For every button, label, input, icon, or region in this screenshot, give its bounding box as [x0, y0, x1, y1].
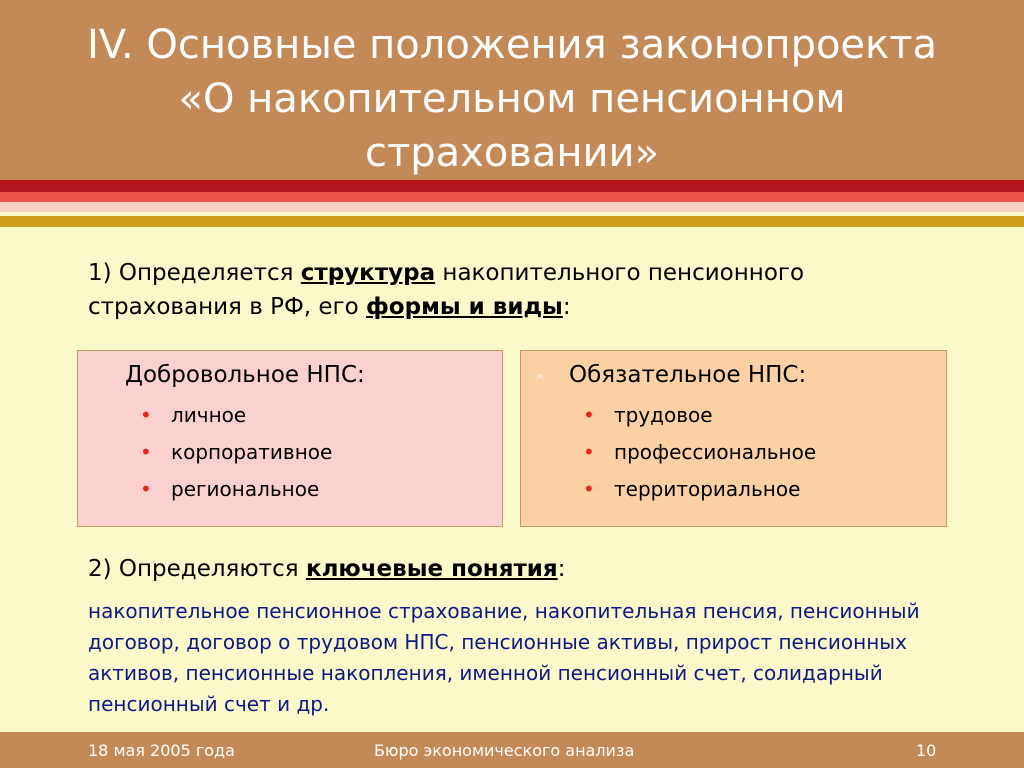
bullet-icon: •	[140, 403, 152, 427]
list-item-label: региональное	[171, 477, 320, 501]
bullet-icon: •	[140, 440, 152, 464]
list-item-label: корпоративное	[171, 440, 333, 464]
section-2-text	[88, 552, 948, 586]
voluntary-nps-title: Добровольное НПС:	[125, 362, 365, 388]
list-item	[583, 397, 816, 434]
title-line-1: IV. Основные положения законопроекта	[86, 22, 938, 68]
divider-stripe-pink	[0, 202, 1024, 212]
section-1-text	[88, 256, 948, 324]
section-2-prefix: 2) Определяются	[88, 556, 306, 582]
bullet-icon: •	[583, 477, 595, 501]
slide-title	[0, 18, 1024, 180]
mandatory-nps-list	[583, 397, 816, 508]
voluntary-nps-box	[77, 350, 503, 527]
divider-stripe-red	[0, 192, 1024, 202]
title-line-3: страховании»	[364, 130, 660, 176]
section-1-suffix: :	[562, 294, 571, 320]
slide-number: 10	[916, 741, 937, 760]
list-item-label: трудовое	[614, 403, 713, 427]
footer-date: 18 мая 2005 года	[88, 741, 235, 760]
bullet-icon: •	[535, 367, 545, 386]
section-1-middle: накопительного пенсионного страхования в РФ, его	[88, 260, 805, 320]
section-1-term-forms: формы и виды	[365, 294, 563, 320]
list-item	[583, 471, 816, 508]
bullet-icon: •	[583, 403, 595, 427]
bullet-icon: •	[140, 477, 152, 501]
divider-stripe-gold	[0, 216, 1024, 227]
key-concepts-text: накопительное пенсионное страхование, накопительная пенсия, пенсионный договор, договор о трудовом НПС, пенсионные активы, прирост пенсионных активов, пенсионные накопления, именной пенсионный счет, солидарный пенсионный счет и др.	[88, 599, 920, 716]
slide-header	[0, 0, 1024, 180]
mandatory-nps-box	[520, 350, 947, 527]
section-1-term-structure: структура	[300, 260, 436, 286]
section-2-term-key-concepts: ключевые понятия	[305, 556, 558, 582]
list-item-label: личное	[171, 403, 247, 427]
list-item-label: профессиональное	[614, 440, 817, 464]
mandatory-nps-title: Обязательное НПС:	[569, 362, 807, 388]
section-1-prefix: 1) Определяется	[88, 260, 301, 286]
title-line-2: «О накопительном пенсионном	[178, 76, 846, 122]
list-item	[140, 397, 332, 434]
bullet-icon: •	[583, 440, 595, 464]
list-item-label: территориальное	[614, 477, 801, 501]
slide-footer	[0, 732, 1024, 768]
list-item	[140, 434, 332, 471]
list-item	[140, 471, 332, 508]
voluntary-nps-list	[140, 397, 332, 508]
footer-organization: Бюро экономического анализа	[374, 741, 635, 760]
list-item	[583, 434, 816, 471]
section-2-suffix: :	[557, 556, 566, 582]
divider-stripe-dark-red	[0, 180, 1024, 192]
